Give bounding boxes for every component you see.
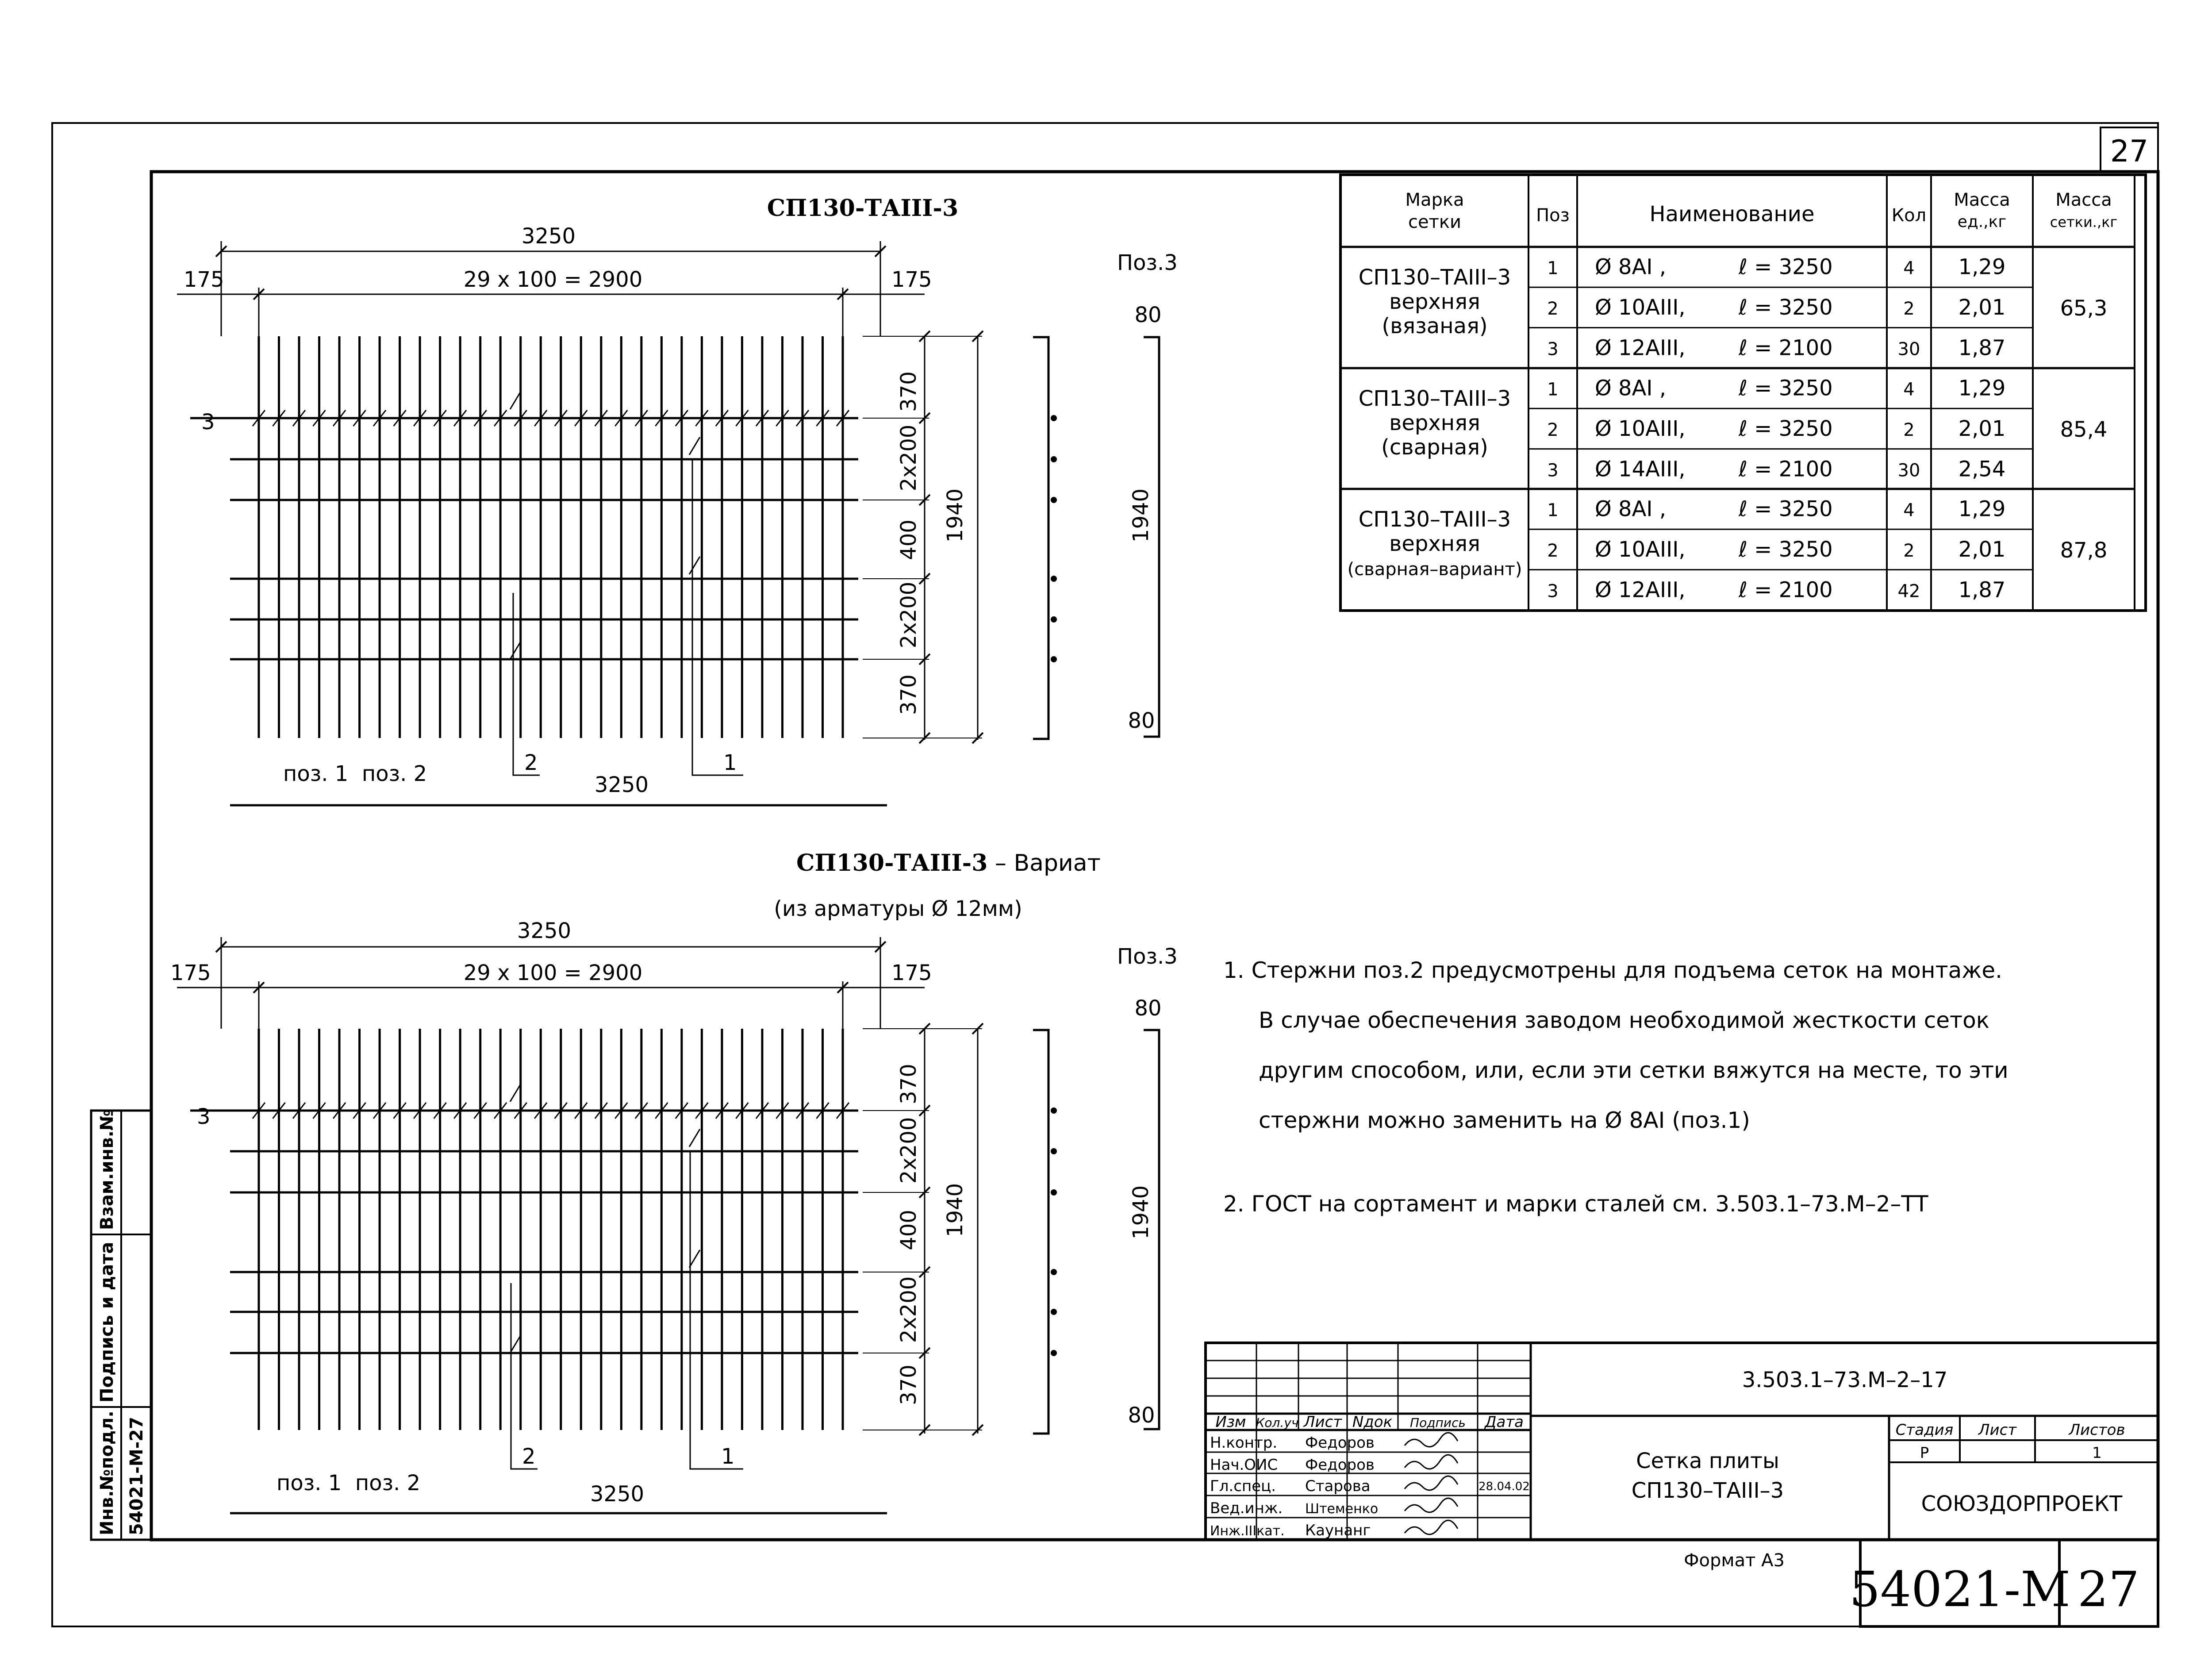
table-cell-pos: 3 — [1547, 581, 1559, 602]
table-cell-qty: 30 — [1897, 460, 1920, 481]
table-cell-mass: 1,87 — [1958, 335, 2006, 361]
tb-staff-name: Каунанг — [1305, 1522, 1371, 1539]
table-cell-pos: 2 — [1547, 419, 1559, 440]
signature — [1405, 1498, 1458, 1512]
tb-staff-role: Нач.ОИС — [1210, 1456, 1278, 1474]
note-2: 2. ГОСТ на сортамент и марки сталей см. 3.503.1–73.М–2–ТТ — [1223, 1191, 1928, 1217]
note-1-cont-c: стержни можно заменить на Ø 8AI (поз.1) — [1259, 1107, 1750, 1133]
table-cell-qty: 4 — [1903, 258, 1915, 279]
table-cell-diameter: Ø 8AI , — [1595, 254, 1667, 280]
table-cell-pos: 1 — [1547, 258, 1559, 279]
mesh1-edge-right: 175 — [891, 267, 932, 292]
table-cell-length: ℓ = 3250 — [1739, 496, 1833, 522]
tb-col-header: Изм — [1215, 1413, 1246, 1431]
table-cell-diameter: Ø 12AIII, — [1595, 335, 1686, 361]
pos3-1-top: 80 — [1134, 303, 1162, 327]
table-cell-length: ℓ = 3250 — [1739, 254, 1833, 280]
bar-dot — [1051, 1107, 1057, 1114]
signature — [1405, 1433, 1458, 1447]
tb-col-header: Подпись — [1410, 1415, 1466, 1430]
notes — [1223, 957, 2008, 1217]
format-label: Формат А3 — [1684, 1550, 1785, 1571]
sheet-no: 27 — [2078, 1561, 2139, 1618]
table-cell-diameter: Ø 10AIII, — [1595, 295, 1686, 320]
mesh1-callout-1: 1 — [723, 750, 737, 775]
tb-staff-role: Вед.инж. — [1210, 1499, 1283, 1517]
mesh2-edge-right: 175 — [891, 961, 932, 985]
hdr-unit-mass: Масса ед.,кг — [1954, 190, 2010, 231]
mesh2-subtitle: (из арматуры Ø 12мм) — [774, 896, 1022, 921]
mesh1-dim-1: 370 — [896, 371, 921, 412]
tb-stage-value: Р — [1920, 1444, 1929, 1462]
table-cell-qty: 30 — [1897, 339, 1920, 360]
hdr-mesh-mass: Масса сетки.,кг — [2050, 190, 2118, 231]
m2-slash — [689, 1129, 700, 1147]
bar-dot — [1051, 497, 1057, 503]
m1-slash — [689, 437, 700, 455]
table-cell-total-mass: 85,4 — [2060, 417, 2108, 442]
pos3-2-bottom: 80 — [1128, 1403, 1155, 1428]
signature — [1405, 1476, 1458, 1490]
side-sign-date-label: Подпись и дата — [97, 1242, 117, 1403]
mesh2-title: СП130-ТАIII-3 – Вариат — [796, 850, 1101, 876]
tb-staff-name: Штеменко — [1305, 1501, 1379, 1517]
hdr-qty: Кол — [1891, 205, 1927, 226]
pos3-1-bottom: 80 — [1128, 708, 1155, 733]
table-cell-pos: 3 — [1547, 339, 1559, 360]
table-cell-qty: 2 — [1903, 540, 1915, 561]
mesh1-title: СП130-ТАIII-3 — [767, 195, 959, 222]
tb-sheets-label: Листов — [2069, 1421, 2125, 1439]
side-inv-value: 54021-М-27 — [127, 1417, 147, 1535]
bar-dot — [1051, 576, 1057, 582]
m2-slash — [510, 1084, 521, 1102]
table-cell-qty: 42 — [1897, 581, 1920, 602]
table-cell-diameter: Ø 10AIII, — [1595, 416, 1686, 441]
bar-dot — [1051, 656, 1057, 662]
sheet-number-box — [1849, 1540, 2158, 1626]
inventory-no: 54021-М — [1849, 1561, 2070, 1618]
table-cell-length: ℓ = 3250 — [1739, 376, 1833, 401]
mesh2-pos3-label: 3 — [197, 1104, 211, 1129]
m2-slash — [510, 1335, 521, 1353]
tb-date: 28.04.02 — [1479, 1480, 1530, 1493]
table-cell-length: ℓ = 2100 — [1739, 457, 1833, 482]
table-cell-diameter: Ø 14AIII, — [1595, 457, 1686, 482]
mesh2-dim-4: 2x200 — [896, 1276, 921, 1343]
tb-sheet-label: Лист — [1978, 1421, 2017, 1439]
mesh2-dim-3: 400 — [896, 1210, 921, 1250]
table-cell-qty: 2 — [1903, 298, 1915, 319]
m1-slash — [510, 392, 521, 409]
mesh2-spacing: 29 x 100 = 2900 — [463, 961, 643, 985]
mesh1-edge-left: 175 — [184, 267, 224, 292]
table-cell-mass: 2,01 — [1958, 295, 2006, 320]
table-cell-mass: 1,29 — [1958, 376, 2006, 401]
table-cell-length: ℓ = 2100 — [1739, 335, 1833, 361]
inner-frame — [151, 172, 2158, 1540]
table-cell-pos: 2 — [1547, 298, 1559, 319]
mesh2-bottom-width: 3250 — [590, 1482, 645, 1507]
table-cell-mass: 2,01 — [1958, 416, 2006, 441]
mesh-1-drawing — [177, 195, 983, 805]
table-cell-total-mass: 65,3 — [2060, 296, 2108, 321]
pos3-1-height: 1940 — [1129, 488, 1153, 543]
spec-table — [1340, 175, 2146, 611]
mesh2-pos-labels: поз. 1 поз. 2 — [276, 1471, 421, 1495]
table-cell-pos: 1 — [1547, 379, 1559, 400]
mesh1-pos3-label: 3 — [201, 410, 215, 434]
tb-col-header: Дата — [1484, 1413, 1524, 1431]
tb-title-1: Сетка плиты — [1636, 1449, 1779, 1473]
note-1-cont-a: В случае обеспечения заводом необходимой жесткости сеток — [1259, 1007, 1989, 1033]
mesh2-dim-1: 370 — [896, 1064, 921, 1104]
mesh2-dim-2: 2x200 — [896, 1117, 921, 1184]
table-cell-qty: 4 — [1903, 379, 1915, 400]
table-cell-mark: СП130–ТАIII–3 верхняя (вязаная) — [1358, 265, 1511, 338]
table-cell-diameter: Ø 8AI , — [1595, 496, 1667, 522]
bar-dot — [1051, 415, 1057, 421]
table-cell-total-mass: 87,8 — [2060, 538, 2108, 563]
note-1-cont-b: другим способом, или, если эти сетки вяжутся на месте, то эти — [1259, 1057, 2008, 1083]
tb-col-header: Лист — [1303, 1413, 1342, 1431]
mesh2-callout-1: 1 — [721, 1444, 735, 1469]
bar-dot — [1051, 1148, 1057, 1154]
table-cell-qty: 2 — [1903, 419, 1915, 440]
table-cell-length: ℓ = 3250 — [1739, 416, 1833, 441]
title-block — [1206, 1343, 2158, 1540]
tb-staff-role: Инж.IIIкат. — [1210, 1523, 1285, 1539]
mesh1-callout-2: 2 — [524, 750, 538, 775]
tb-staff-role: Н.контр. — [1210, 1434, 1278, 1452]
pos3-2-top: 80 — [1134, 996, 1162, 1021]
table-cell-mass: 1,87 — [1958, 577, 2006, 603]
bar-dot — [1051, 1309, 1057, 1315]
side-replace-label: Взам.инв.№ — [97, 1109, 117, 1230]
tb-staff-name: Федоров — [1305, 1456, 1375, 1474]
mesh2-total-width: 3250 — [517, 919, 572, 943]
table-cell-length: ℓ = 3250 — [1739, 537, 1833, 562]
mesh1-pos-labels: поз. 1 поз. 2 — [283, 761, 427, 786]
tb-stage-label: Стадия — [1895, 1421, 1954, 1439]
table-cell-mass: 1,29 — [1958, 254, 2006, 280]
tb-sheets-value: 1 — [2092, 1444, 2102, 1462]
table-cell-length: ℓ = 2100 — [1739, 577, 1833, 603]
tb-staff-name: Старова — [1305, 1477, 1371, 1495]
mesh1-spacing: 29 x 100 = 2900 — [463, 267, 643, 292]
m2-slash — [689, 1250, 700, 1268]
mesh2-edge-left: 175 — [170, 961, 211, 985]
hdr-pos: Поз — [1536, 205, 1570, 226]
table-cell-mass: 2,01 — [1958, 537, 2006, 562]
pos3-2-label: Поз.3 — [1117, 944, 1178, 969]
m1-slash — [510, 642, 521, 659]
table-cell-pos: 1 — [1547, 500, 1559, 521]
table-cell-pos: 2 — [1547, 540, 1559, 561]
hdr-name: Наименование — [1649, 202, 1815, 227]
mesh1-dim-4: 2x200 — [896, 581, 921, 649]
tb-title-2: СП130–ТАIII–3 — [1631, 1478, 1784, 1503]
mesh1-height: 1940 — [943, 488, 968, 543]
outer-frame — [52, 123, 2158, 1626]
bar-dot — [1051, 456, 1057, 462]
mesh1-dim-5: 370 — [896, 674, 921, 715]
mesh1-dim-2: 2x200 — [896, 424, 921, 492]
hdr-mark-l2: сетки — [1408, 212, 1462, 232]
table-cell-mark: СП130–ТАIII–3 верхняя (сварная–вариант) — [1347, 507, 1522, 580]
mesh1-dim-3: 400 — [896, 519, 921, 560]
note-1: 1. Стержни поз.2 предусмотрены для подъема сеток на монтаже. — [1223, 957, 2003, 983]
bar-dot — [1051, 1189, 1057, 1196]
side-inv-no-label: Инв.№подл. — [97, 1411, 117, 1535]
table-cell-mass: 2,54 — [1958, 457, 2006, 482]
signature — [1405, 1520, 1458, 1534]
mesh1-total-width: 3250 — [521, 224, 576, 249]
side-stamp — [91, 1109, 151, 1540]
hdr-mark-l1: Марка — [1405, 190, 1464, 210]
tb-staff-role: Гл.спец. — [1210, 1477, 1276, 1495]
table-cell-diameter: Ø 12AIII, — [1595, 577, 1686, 603]
table-cell-mark: СП130–ТАIII–3 верхняя (сварная) — [1358, 386, 1511, 460]
mesh2-height: 1940 — [943, 1183, 968, 1238]
table-cell-pos: 3 — [1547, 460, 1559, 481]
sheet-no-top: 27 — [2110, 134, 2149, 169]
table-cell-mass: 1,29 — [1958, 496, 2006, 522]
table-cell-diameter: Ø 10AIII, — [1595, 537, 1686, 562]
table-cell-qty: 4 — [1903, 500, 1915, 521]
bar-dot — [1051, 1350, 1057, 1356]
tb-org: СОЮЗДОРПРОЕКТ — [1921, 1492, 2123, 1516]
mesh-2-drawing — [170, 850, 1101, 1513]
pos3-side-view-2 — [1033, 944, 1178, 1434]
mesh2-callout-2: 2 — [522, 1444, 536, 1469]
tb-col-header: Nдок — [1352, 1413, 1393, 1431]
hdr-mark — [1405, 190, 1464, 232]
tb-staff-name: Федоров — [1305, 1434, 1375, 1452]
table-cell-length: ℓ = 3250 — [1739, 295, 1833, 320]
table-cell-diameter: Ø 8AI , — [1595, 376, 1667, 401]
m1-slash — [689, 557, 700, 574]
tb-code: 3.503.1–73.М–2–17 — [1742, 1368, 1948, 1392]
pos3-1-label: Поз.3 — [1117, 250, 1178, 275]
mesh1-bottom-width: 3250 — [594, 773, 649, 797]
pos3-side-view-1 — [1033, 250, 1178, 739]
mesh2-dim-5: 370 — [896, 1365, 921, 1405]
bar-dot — [1051, 1269, 1057, 1275]
signature — [1405, 1455, 1458, 1469]
pos3-2-height: 1940 — [1129, 1185, 1153, 1240]
tb-col-header: Кол.уч — [1256, 1415, 1299, 1430]
bar-dot — [1051, 616, 1057, 623]
